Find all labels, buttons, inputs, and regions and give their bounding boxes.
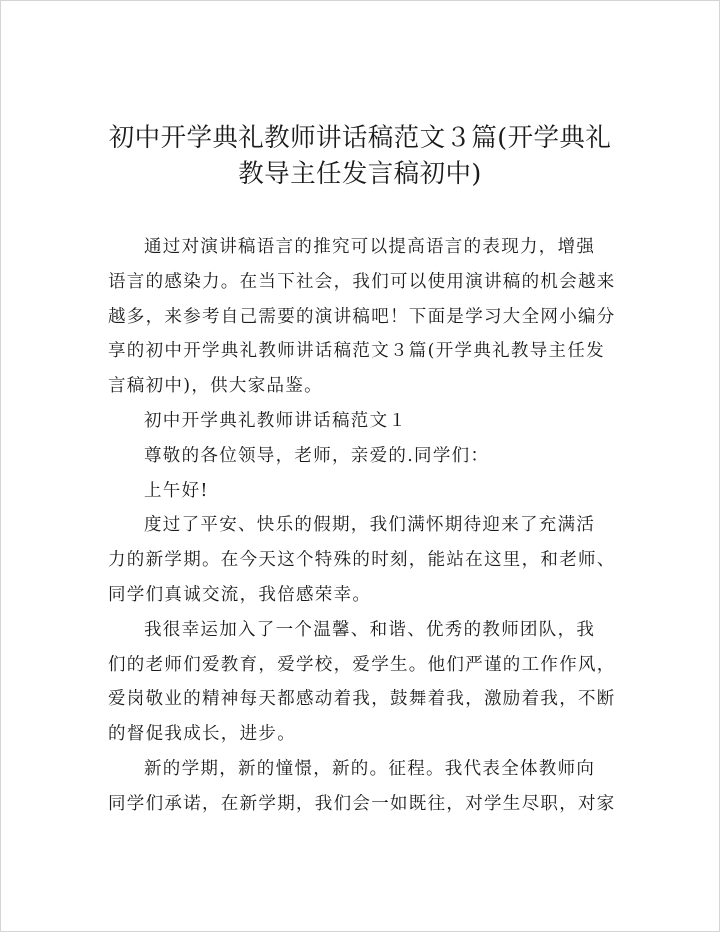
paragraph-line: 的督促我成长，进步。 xyxy=(108,724,296,745)
paragraph-line: 度过了平安、快乐的假期，我们满怀期待迎来了充满活 xyxy=(144,515,596,536)
section-heading: 初中开学典礼教师讲话稿范文１ xyxy=(144,410,408,431)
salutation-line: 尊敬的各位领导，老师，亲爱的.同学们： xyxy=(144,445,490,466)
paragraph-line: 同学们承诺，在新学期，我们会一如既往，对学生尽职，对家 xyxy=(108,793,616,814)
paragraph-line: 力的新学期。在今天这个特殊的时刻，能站在这里，和老师、 xyxy=(108,550,616,571)
title-line-1: 初中开学典礼教师讲话稿范文３篇(开学典礼 xyxy=(108,123,612,153)
paragraph-line: 同学们真诚交流，我倍感荣幸。 xyxy=(108,584,372,605)
paragraph-line: 我很幸运加入了一个温馨、和谐、优秀的教师团队，我 xyxy=(144,619,596,640)
paragraph-line: 新的学期，新的憧憬，新的。征程。我代表全体教师向 xyxy=(144,758,596,779)
paragraph-line: 们的老师们爱教育，爱学校，爱学生。他们严谨的工作作风， xyxy=(108,654,616,675)
document-title xyxy=(100,120,620,192)
paragraph-line: 享的初中开学典礼教师讲话稿范文３篇(开学典礼教导主任发 xyxy=(108,341,605,362)
paragraph-line: 语言的感染力。在当下社会，我们可以使用演讲稿的机会越来 xyxy=(108,271,616,292)
title-line-2: 教导主任发言稿初中) xyxy=(238,159,482,189)
greeting-line: 上午好! xyxy=(144,480,209,501)
document-body xyxy=(108,230,616,822)
paragraph-line: 言稿初中)，供大家品鉴。 xyxy=(108,376,323,397)
paragraph-line: 通过对演讲稿语言的推究可以提高语言的表现力，增强 xyxy=(144,237,596,257)
paragraph-line: 爱岗敬业的精神每天都感动着我，鼓舞着我，激励着我，不断 xyxy=(108,689,616,710)
paragraph-line: 越多，来参考自己需要的演讲稿吧！下面是学习大全网小编分 xyxy=(108,306,616,327)
